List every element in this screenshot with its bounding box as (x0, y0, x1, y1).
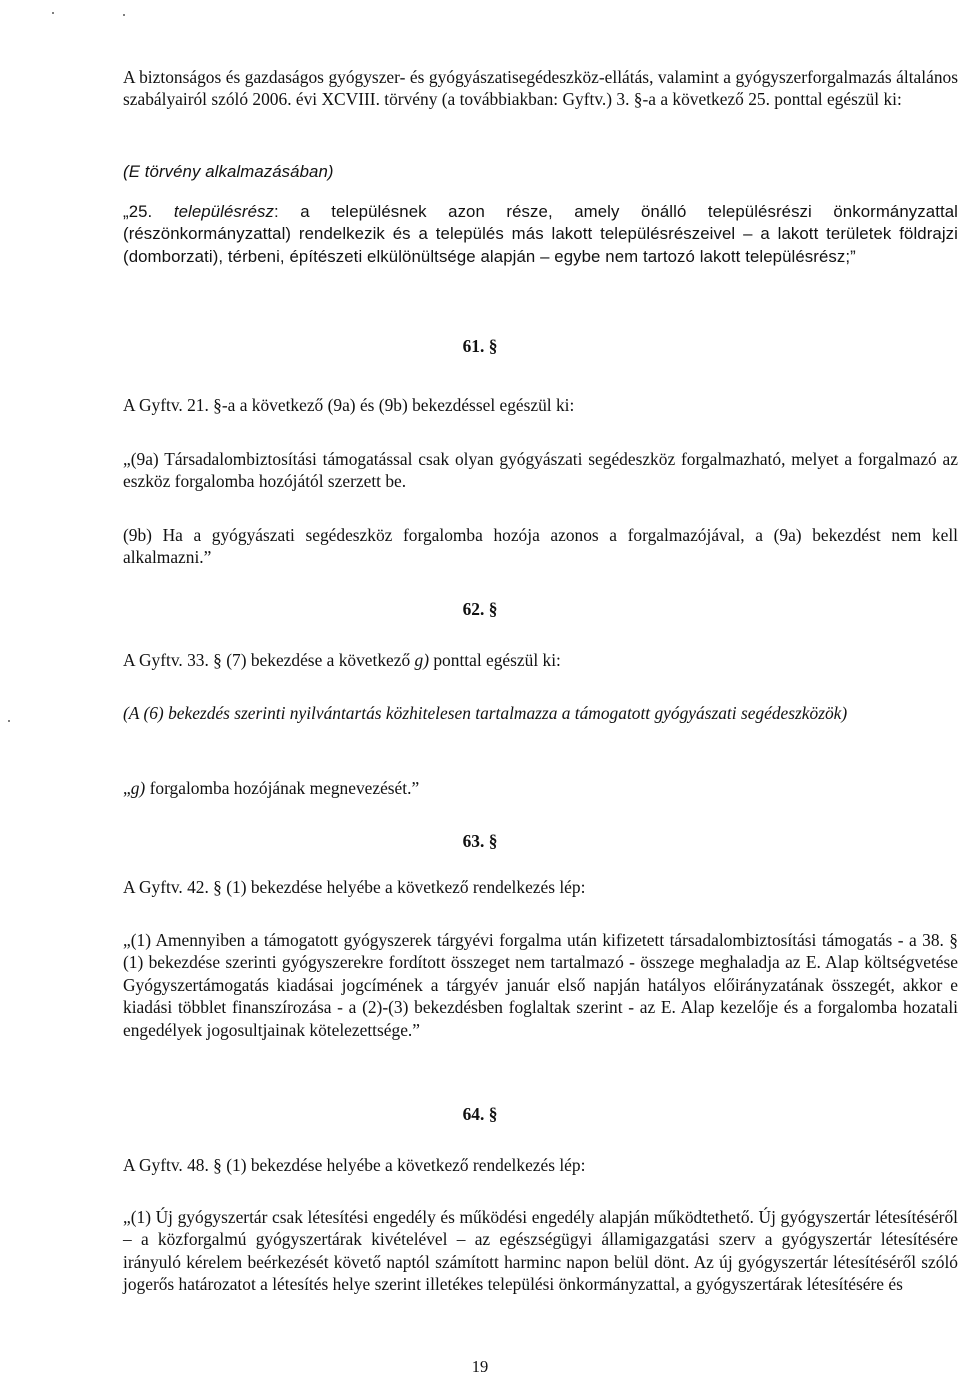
scan-speck (123, 14, 125, 16)
section-62-lead-text: A Gyftv. 33. § (7) bekezdése a következő (123, 650, 415, 670)
section-62-point-g (123, 777, 958, 799)
section-62-point-label: g) (130, 778, 146, 798)
section-62-point-text: forgalomba hozójának megnevezését.” (145, 778, 420, 798)
section-61-paragraph-9b: (9b) Ha a gyógyászati segédeszköz forgalomba hozója azonos a forgalmazójával, a (9a) bekezdést nem kell alkalmazni.” (123, 525, 958, 568)
section-63-body: „(1) Amennyiben a támogatott gyógyszerek tárgyévi forgalma után kifizetett társadalombiztosítási támogatás - a 38. § (1) bekezdése szerinti gyógyszerekre fordított összeget nem tartalmazó - összege meghaladja az E. Alap költségvetése Gyógyszertámogatás kiadásai jogcímének a tárgyév január első napján hatályos előirányzatának összegét, akkor e kiadási többlet finanszírozása - a (2)-(3) bekezdésben foglaltak szerint - az E. Alap kezelője és a forgalomba hozatali engedélyek jogosultjainak kötelezettsége.” (123, 930, 958, 1040)
definition-term: településrész (173, 202, 275, 221)
section-64-body: „(1) Új gyógyszertár csak létesítési engedély és működési engedély alapján működtethető. Új gyógyszertár létesítéséről – a közforgalmú gyógyszertárak kivételével – az egészségügyi államigazgatási szerv a gyógyszertár létesítésére irányuló kérelem beérkezését követő naptól számított harminc napon belül dönt. Az új gyógyszertár létesítéséről szóló jogerős határozatot a létesítés helye szerint illetékes települési önkormányzattal, a gyógyszertárak létesítésére és (123, 1207, 958, 1295)
intro-paragraph: A biztonságos és gazdaságos gyógyszer- és gyógyászatisegédeszköz-ellátás, valamint a gyógyszerforgalmazás általános szabályairól szóló 2006. évi XCVIII. törvény (a továbbiakban: Gyftv.) 3. §-a a következő 25. ponttal egészül ki: (123, 67, 958, 110)
definition-paragraph (123, 201, 958, 268)
section-heading-64: 64. § (462, 1104, 498, 1124)
section-heading-61: 61. § (462, 336, 498, 356)
section-61-paragraph-9a: „(9a) Társadalombiztosítási támogatással csak olyan gyógyászati segédeszköz forgalmazható, melyet a forgalmazó az eszköz forgalomba hozójától szerzett be. (123, 449, 958, 492)
definition-prefix: „25. (123, 202, 174, 221)
page-number: 19 (471, 1357, 489, 1376)
scan-speck (8, 720, 10, 722)
definition-body: : a településnek azon része, amely önálló településrészi önkormányzattal (részönkormányzattal) rendelkezik és a település más lakott településrészeivel – a lakott területek földrajzi (domborzati), térbeni, építészeti elkülönültsége alapján – egybe nem tartozó lakott településrész;” (123, 202, 958, 266)
scan-speck (52, 12, 54, 14)
section-62-point-quote: „ (123, 778, 131, 798)
section-61-lead: A Gyftv. 21. §-a a következő (9a) és (9b) bekezdéssel egészül ki: (123, 395, 575, 415)
section-64-lead: A Gyftv. 48. § (1) bekezdése helyébe a következő rendelkezés lép: (123, 1155, 586, 1175)
section-heading-63: 63. § (462, 831, 498, 851)
section-heading-62: 62. § (462, 599, 498, 619)
section-62-lead-point: g) (414, 650, 430, 670)
section-62-lead-text-end: ponttal egészül ki: (429, 650, 561, 670)
section-63-lead: A Gyftv. 42. § (1) bekezdése helyébe a következő rendelkezés lép: (123, 877, 586, 897)
section-62-lead (123, 649, 958, 671)
section-62-context: (A (6) bekezdés szerinti nyilvántartás közhitelesen tartalmazza a támogatott gyógyászati segédeszközök) (123, 703, 848, 723)
intro-context-line: (E törvény alkalmazásában) (123, 162, 334, 181)
